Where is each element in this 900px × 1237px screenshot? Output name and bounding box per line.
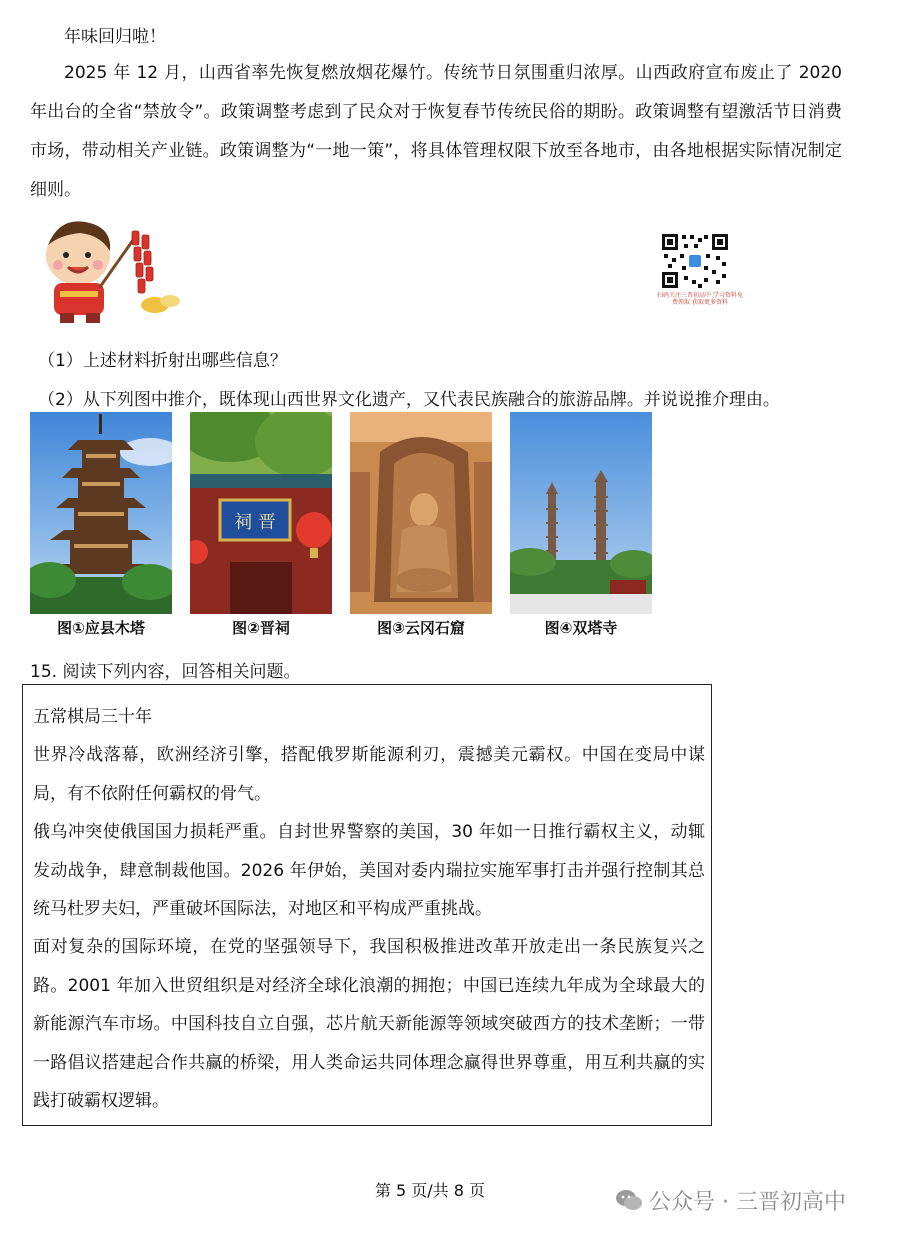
photo-yungang-grottoes	[350, 412, 492, 614]
page-number: 第 5 页/共 8 页	[374, 1181, 486, 1200]
question-2: （2）从下列图中推介，既体现山西世界文化遗产，又代表民族融合的旅游品牌。并说说推介理由。	[38, 390, 780, 410]
photo-jinci	[190, 412, 332, 614]
wechat-icon	[615, 1188, 643, 1218]
firecracker-boy-illustration	[30, 205, 200, 330]
question-1: （1）上述材料折射出哪些信息？	[38, 351, 287, 371]
caption-fig2: 图②晋祠	[232, 619, 290, 637]
box-paragraph-2: 俄乌冲突使俄国国力损耗严重。自封世界警察的美国，30 年如一日推行霸权主义，动辄发动战争，肆意制裁他国。2026 年伊始，美国对委内瑞拉实施军事打击并强行控制其总统马杜罗夫妇，严重破坏国际法，对地区和平构成严重挑战。	[33, 822, 705, 919]
qr-caption: 扫码关注三晋初高中 学习资料免费领取 获取更多资料	[657, 292, 743, 306]
caption-fig4: 图④双塔寺	[544, 619, 618, 637]
intro-heading: 年味回归啦！	[64, 27, 166, 47]
box-title: 五常棋局三十年	[33, 707, 152, 727]
photo-yingxian-pagoda	[30, 412, 172, 614]
intro-paragraph: 2025 年 12 月，山西省率先恢复燃放烟花爆竹。传统节日氛围重归浓厚。山西政府宣布废止了 2020 年出台的全省“禁放令”。政策调整考虑到了民众对于恢复春节传统民俗的期盼。政策调整有望激活节日消费市场，带动相关产业链。政策调整为“一地一策”，将具体管理权限下放至各地市，由各地根据实际情况制定细则。	[30, 63, 842, 200]
watermark	[615, 1185, 846, 1218]
caption-fig3: 图③云冈石窟	[377, 619, 465, 637]
photo-twin-pagoda-temple	[510, 412, 652, 614]
box-paragraph-1: 世界冷战落幕，欧洲经济引擎，搭配俄罗斯能源利刃，震撼美元霸权。中国在变局中谋局，有不依附任何霸权的骨气。	[33, 745, 705, 804]
caption-fig1: 图①应县木塔	[57, 619, 145, 637]
watermark-text: 公众号 · 三晋初高中	[649, 1190, 846, 1215]
reading-material-box	[22, 684, 712, 1126]
box-paragraph-3: 面对复杂的国际环境，在党的坚强领导下，我国积极推进改革开放走出一条民族复兴之路。2001 年加入世贸组织是对经济全球化浪潮的拥抱；中国已连续九年成为全球最大的新能源汽车市场。中国科技自立自强，芯片航天新能源等领域突破西方的技术垄断；一带一路倡议搭建起合作共赢的桥梁，用人类命运共同体理念赢得世界尊重，用互利共赢的实践打破霸权逻辑。	[33, 937, 705, 1111]
question-15: 15. 阅读下列内容，回答相关问题。	[30, 662, 301, 682]
gate-sign-text: 祠 晋	[234, 512, 276, 533]
